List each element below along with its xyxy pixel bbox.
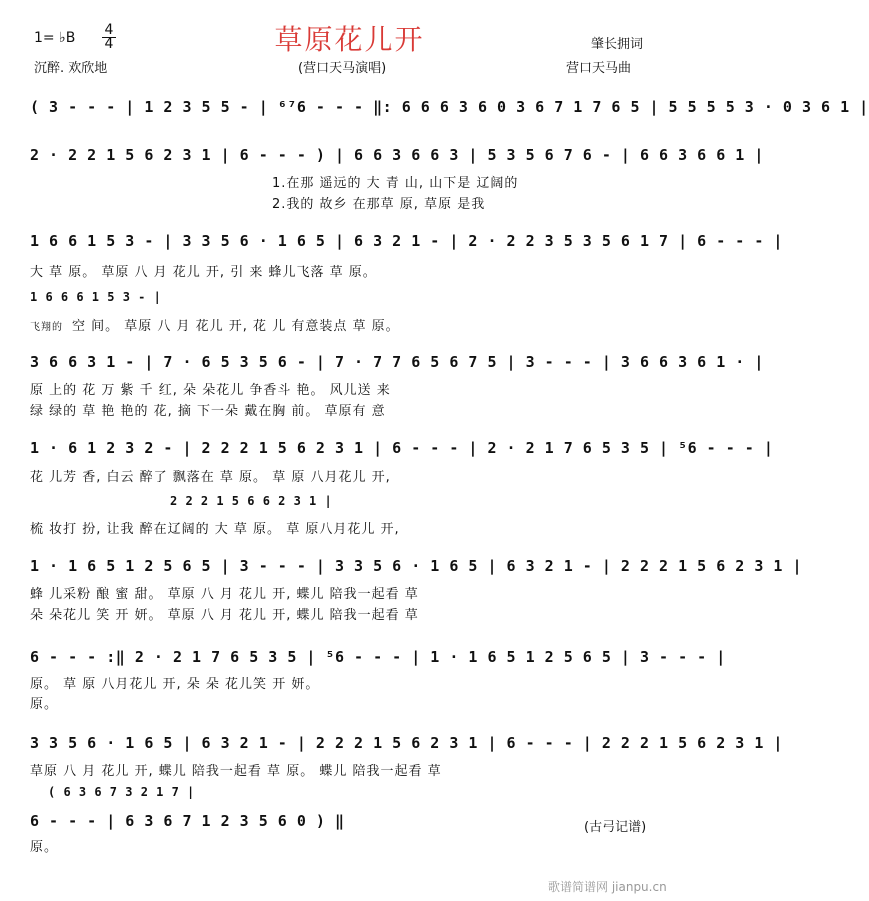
lyrics-row-8-verse-1: 蜂 儿采粉 酿 蜜 甜。 草原 八 月 花儿 开, 蝶儿 陪我一起看 草 <box>30 587 419 602</box>
lyrics-row-4-lead: 飞翔的 <box>30 322 63 333</box>
lyrics-row-3: 大 草 原。 草原 八 月 花儿 开, 引 来 蜂儿飞落 草 原。 <box>30 265 377 280</box>
lyrics-row-12: 原。 <box>30 840 59 855</box>
song-title: 草原花儿开 <box>274 23 425 56</box>
lyrics-row-4: 空 间。 草原 八 月 花儿 开, 花 儿 有意装点 草 原。 <box>72 319 400 334</box>
singer-credit: (营口天马演唱) <box>298 61 387 76</box>
time-bottom: 4 <box>102 37 116 51</box>
notation-row-5: 3 6 6 3 1 - | 7 · 6 5 3 5 6 - | 7 · 7 7 6 5 6 7 5 | 3 - - - | 3 6 6 3 6 1 · | <box>30 353 764 371</box>
notation-row-8: 1 · 1 6 5 1 2 5 6 5 | 3 - - - | 3 3 5 6 · 1 6 5 | 6 3 2 1 - | 2 2 2 1 5 6 2 3 1 | <box>30 557 802 575</box>
lyrics-row-9-verse-2: 原。 <box>30 697 59 712</box>
notation-row-2: 2 · 2 2 1 5 6 2 3 1 | 6 - - - ) | 6 6 3 6 6 3 | 5 3 5 6 7 6 - | 6 6 3 6 6 1 | <box>30 146 764 164</box>
time-signature <box>102 24 116 51</box>
time-top: 4 <box>104 22 114 38</box>
notation-row-4-alt: 1 6 6 6 1 5 3 - | <box>30 290 162 304</box>
lyrics-row-9-verse-1: 原。 草 原 八月花儿 开, 朵 朵 花儿笑 开 妍。 <box>30 677 320 692</box>
composer-credit: 营口天马曲 <box>566 61 632 76</box>
lyrics-row-5-verse-2: 绿 绿的 草 艳 艳的 花, 摘 下一朵 戴在胸 前。 草原有 意 <box>30 404 386 419</box>
notation-row-12: 6 - - - | 6 3 6 7 1 2 3 5 6 0 ) ‖ <box>30 812 345 830</box>
notation-row-6: 1 · 6 1 2 3 2 - | 2 2 2 1 5 6 2 3 1 | 6 - - - | 2 · 2 1 7 6 5 3 5 | ⁵6 - - - | <box>30 439 774 457</box>
watermark: 歌谱简谱网 jianpu.cn <box>548 880 667 894</box>
notation-row-1: ( 3 - - - | 1 2 3 5 5 - | ⁶⁷6 - - - ‖: 6 6 6 3 6 0 3 6 7 1 7 6 5 | 5 5 5 5 3 · 0 3 6 1 | <box>30 98 869 116</box>
notation-row-3: 1 6 6 1 5 3 - | 3 3 5 6 · 1 6 5 | 6 3 2 1 - | 2 · 2 2 3 5 3 5 6 1 7 | 6 - - - | <box>30 232 783 250</box>
notation-credit: (古弓记谱) <box>584 820 647 835</box>
lyrics-row-2-verse-1: 1.在那 遥远的 大 青 山, 山下是 辽阔的 <box>272 176 519 191</box>
lyrics-row-2-verse-2: 2.我的 故乡 在那草 原, 草原 是我 <box>272 197 486 212</box>
lyrics-row-6: 花 儿芳 香, 白云 醉了 飘落在 草 原。 草 原 八月花儿 开, <box>30 470 391 485</box>
lyrics-row-5-verse-1: 原 上的 花 万 紫 千 红, 朵 朵花儿 争香斗 艳。 风儿送 来 <box>30 383 391 398</box>
notation-row-7-alt: 2 2 2 1 5 6 6 2 3 1 | <box>170 494 333 508</box>
key-signature: 1= ♭B <box>34 30 76 46</box>
lyrics-row-10: 草原 八 月 花儿 开, 蝶儿 陪我一起看 草 原。 蝶儿 陪我一起看 草 <box>30 764 442 779</box>
notation-row-9: 6 - - - :‖ 2 · 2 1 7 6 5 3 5 | ⁵6 - - - | 1 · 1 6 5 1 2 5 6 5 | 3 - - - | <box>30 648 726 666</box>
lyrics-row-8-verse-2: 朵 朵花儿 笑 开 妍。 草原 八 月 花儿 开, 蝶儿 陪我一起看 草 <box>30 608 419 623</box>
notation-row-10: 3 3 5 6 · 1 6 5 | 6 3 2 1 - | 2 2 2 1 5 6 2 3 1 | 6 - - - | 2 2 2 1 5 6 2 3 1 | <box>30 734 783 752</box>
lyricist-credit: 肇长拥词 <box>591 37 644 52</box>
tempo-marking: 沉醉. 欢欣地 <box>34 61 108 76</box>
notation-row-11-intro: ( 6 3 6 7 3 2 1 7 | <box>48 785 195 799</box>
lyrics-row-7: 梳 妆打 扮, 让我 醉在辽阔的 大 草 原。 草 原八月花儿 开, <box>30 522 400 537</box>
